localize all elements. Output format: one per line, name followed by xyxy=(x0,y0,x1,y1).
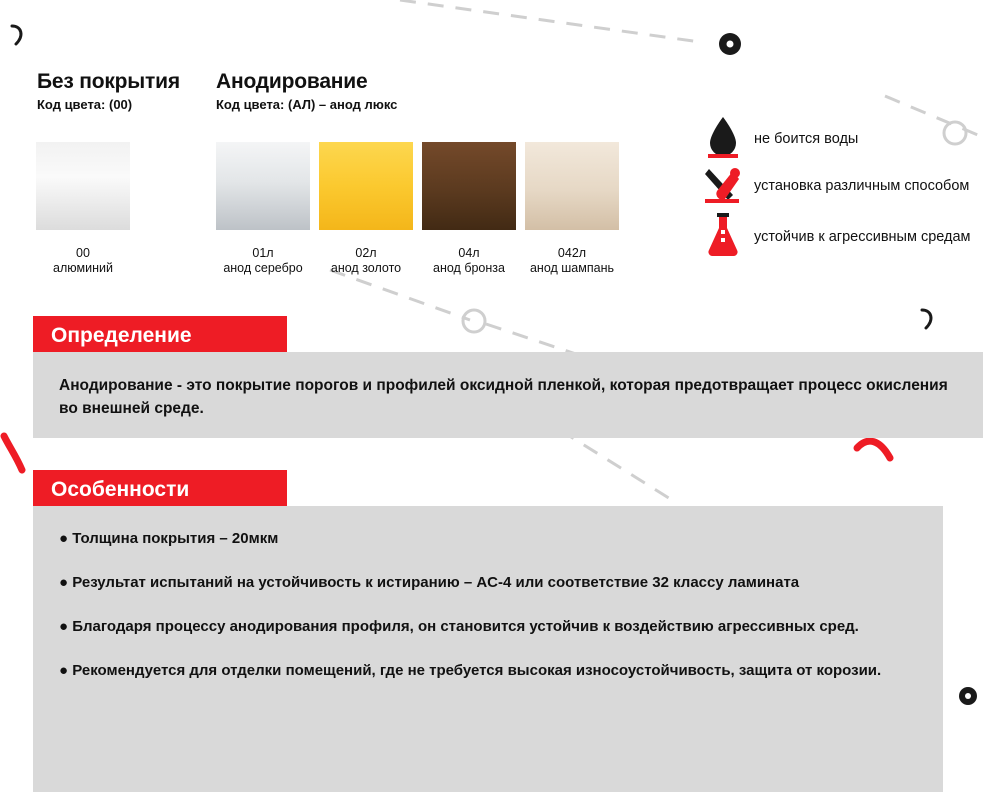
decorative-squiggle-top-left xyxy=(8,22,30,50)
definition-text: Анодирование - это покрытие порогов и профилей оксидной пленкой, которая предотвращает процесс окисления во внешней среде. xyxy=(59,377,948,417)
uncoated-subtitle xyxy=(37,97,180,112)
swatch-chip-00 xyxy=(36,142,130,230)
swatch-label-02l xyxy=(311,246,421,276)
swatch-label-00 xyxy=(28,246,138,276)
color-swatch[interactable] xyxy=(319,142,413,230)
definition-tab xyxy=(33,316,287,357)
anodizing-subtitle-suffix: – анод люкс xyxy=(315,97,398,112)
uncoated-subtitle-code: (00) xyxy=(108,97,133,112)
characteristics-tab-label: Особенности xyxy=(51,478,190,501)
anodizing-subtitle-prefix: Код цвета: xyxy=(216,97,288,112)
feature-installation-label: установка различным способом xyxy=(754,178,970,194)
color-swatch[interactable] xyxy=(422,142,516,230)
decorative-squiggle-right xyxy=(918,306,940,334)
anodizing-subtitle-code: (АЛ) xyxy=(287,97,316,112)
swatch-chip-01l xyxy=(216,142,310,230)
characteristics-tab xyxy=(33,470,287,511)
anodizing-heading-block xyxy=(216,70,397,112)
swatch-code: 01л xyxy=(252,246,274,260)
swatch-chip-04l xyxy=(422,142,516,230)
uncoated-subtitle-prefix: Код цвета: xyxy=(37,97,109,112)
swatch-name: анод бронза xyxy=(433,261,505,275)
swatch-name: алюминий xyxy=(53,261,113,275)
decorative-red-stroke-right xyxy=(852,432,896,472)
swatch-chip-042l xyxy=(525,142,619,230)
color-swatch[interactable] xyxy=(525,142,619,230)
swatch-chip-02l xyxy=(319,142,413,230)
feature-water xyxy=(700,114,858,165)
uncoated-heading-block xyxy=(37,70,180,112)
definition-panel xyxy=(33,352,983,438)
swatch-name: анод серебро xyxy=(223,261,303,275)
characteristic-item: ● Толщина покрытия – 20мкм xyxy=(59,530,279,547)
characteristic-item: ● Результат испытаний на устойчивость к истиранию – AC-4 или соответствие 32 классу ламината xyxy=(59,574,800,591)
swatch-code: 00 xyxy=(76,246,90,260)
tools-icon xyxy=(700,163,746,210)
swatch-label-01l xyxy=(208,246,318,276)
feature-chemical-label: устойчив к агрессивным средам xyxy=(754,229,971,245)
anodizing-title: Анодирование xyxy=(216,70,368,93)
flask-icon xyxy=(700,212,746,263)
swatch-label-04l xyxy=(414,246,524,276)
swatch-name: анод золото xyxy=(330,261,402,275)
feature-water-label: не боится воды xyxy=(754,131,859,147)
characteristics-panel xyxy=(33,506,943,792)
swatch-name: анод шампань xyxy=(529,261,614,275)
swatch-label-042l xyxy=(517,246,627,276)
water-drop-icon xyxy=(700,114,746,165)
swatch-code: 042л xyxy=(557,246,587,260)
characteristic-item: ● Благодаря процессу анодирования профиля, он становится устойчив к воздействию агрессивных сред. xyxy=(59,618,859,635)
uncoated-title: Без покрытия xyxy=(37,70,180,93)
swatch-code: 02л xyxy=(355,246,377,260)
decorative-dot-bottom-right xyxy=(958,686,978,706)
swatch-code: 04л xyxy=(458,246,480,260)
color-swatch[interactable] xyxy=(36,142,130,230)
decorative-red-stroke-left xyxy=(0,430,34,476)
feature-installation xyxy=(700,163,969,210)
characteristic-item: ● Рекомендуется для отделки помещений, где не требуется высокая износоустойчивость, защита от корозии. xyxy=(59,662,882,679)
definition-tab-label: Определение xyxy=(51,324,192,347)
color-swatch[interactable] xyxy=(216,142,310,230)
feature-chemical xyxy=(700,212,971,263)
anodizing-subtitle xyxy=(216,97,397,112)
decorative-dot-top-right xyxy=(718,32,742,56)
